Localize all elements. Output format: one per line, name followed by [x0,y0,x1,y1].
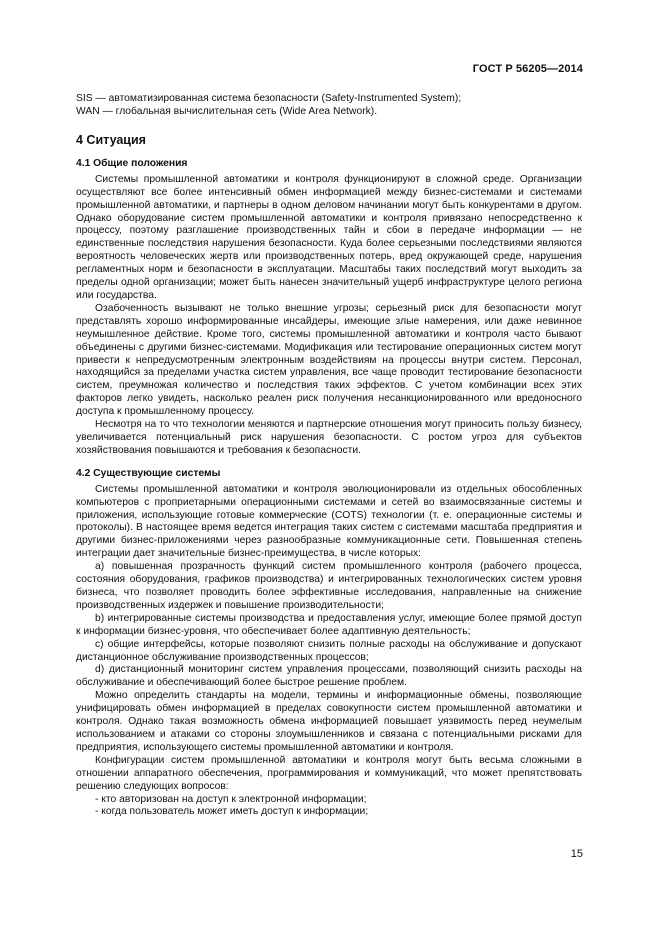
dash-list-item: - кто авторизован на доступ к электронной информации; [95,793,367,805]
page-number: 15 [570,848,583,860]
paragraph: Озабоченность вызывают не только внешние угрозы; серьезный риск для безопасности могут представлять хорошо информированные инсайдеры, имеющие злые намерения, или даже невинное неумышленное действие. Кроме того, системы промышленной автоматики и контроля часто бывают объединены с другими бизнес-системами. Модификация или тестирование операционных систем могут привести к непредусмотренным электронным воздействиям на процессы внутри систем. Персонал, находящийся за пределами участка систем управления, все чаще проводит тестирование безопасности систем, преумножая количество и последствия таких эффектов. С учетом комбинации всех этих факторов легко увидеть, насколько реален риск получения несанкционированного или вредоносного доступа к промышленному процессу. [76,302,582,418]
paragraph: Несмотря на то что технологии меняются и партнерские отношения могут приносить пользу бизнесу, увеличивается потенциальный риск нарушения безопасности. С ростом угроз для субъектов хозяйствования повышаются и требования к безопасности. [76,419,582,456]
list-item: а) повышенная прозрачность функций систем промышленного контроля (рабочего процесса, состояния оборудования, графиков производства) и интегрированных технологических систем уровня бизнеса, что позволяет проводить более эффективные исследования, направленные на снижение производственных издержек и повышение производительности; [76,561,582,611]
page-content [76,93,582,819]
paragraph: Системы промышленной автоматики и контроля функционируют в сложной среде. Организации осуществляют все более интенсивный обмен информацией между бизнес-системами и системами промышленной автоматики, и партнеры в одном деловом начинании могут быть конкурентами в другом. Однако оборудование систем промышленной автоматики и контроля привязано непосредственно к процессу, поэтому разглашение производственных тайн и сбои в передаче информации — не единственные последствия нарушения безопасности. Куда более серьезными последствиями являются вероятность человеческих жертв или производственных потерь, вред окружающей среде, нарушения регламентных норм и безопасности в эксплуатации. Масштабы таких последствий могут выходить за пределы одной организации; может быть нанесен значительный ущерб инфраструктуре целого региона или государства. [76,173,582,301]
paragraph: Конфигурации систем промышленной автоматики и контроля могут быть весьма сложными в отношении аппаратного обеспечения, программирования и коммуникаций, что может препятствовать решению следующих вопросов: [76,754,582,792]
abbreviation-sis: SIS — автоматизированная система безопасности (Safety-Instrumented System); [76,93,462,104]
abbreviation-wan: WAN — глобальная вычислительная сеть (Wide Area Network). [76,105,378,117]
section-title: 4 Ситуация [76,132,146,147]
paragraph: Системы промышленной автоматики и контроля эволюционировали из отдельных обособленных компьютеров с проприетарными операционными системами и сетей во взаимосвязанные системы и приложения, использующие готовые коммерческие (COTS) технологии (т. е. операционные системы и протоколы). В настоящее время ведется интеграция таких систем с системами масштаба предприятия и другими бизнес-приложениями через разнообразные коммуникационные сети. Повышенная степень интеграции дает значительные бизнес-преимущества, в числе которых: [76,483,582,560]
dash-list-item: - когда пользователь может иметь доступ к информации; [95,806,369,818]
standard-header: ГОСТ Р 56205—2014 [472,63,583,75]
paragraph: Можно определить стандарты на модели, термины и информационные обмены, позволяющие унифицировать обмен информацией в пределах совокупности систем промышленной автоматики и контроля. Однако такая возможность обмена информацией повышает уязвимость перед неумелым использованием и атаками со стороны злоумышленников и связана с потенциальными рисками для предприятия, использующего системы промышленной автоматики и контроля. [76,690,582,753]
subsection-title-4-2: 4.2 Существующие системы [76,467,221,479]
subsection-title-4-1: 4.1 Общие положения [76,157,188,169]
list-item: c) общие интерфейсы, которые позволяют снизить полные расходы на обслуживание и допускают дистанционное обслуживание производственных процессов; [76,638,582,663]
list-item: b) интегрированные системы производства и предоставления услуг, имеющие более прямой доступ к информации бизнес-уровня, что обеспечивает более адаптивную деятельность; [76,612,582,637]
list-item: d) дистанционный мониторинг систем управления процессами, позволяющий снизить расходы на обслуживание и обеспечивающий более быстрое решение проблем. [76,664,582,689]
